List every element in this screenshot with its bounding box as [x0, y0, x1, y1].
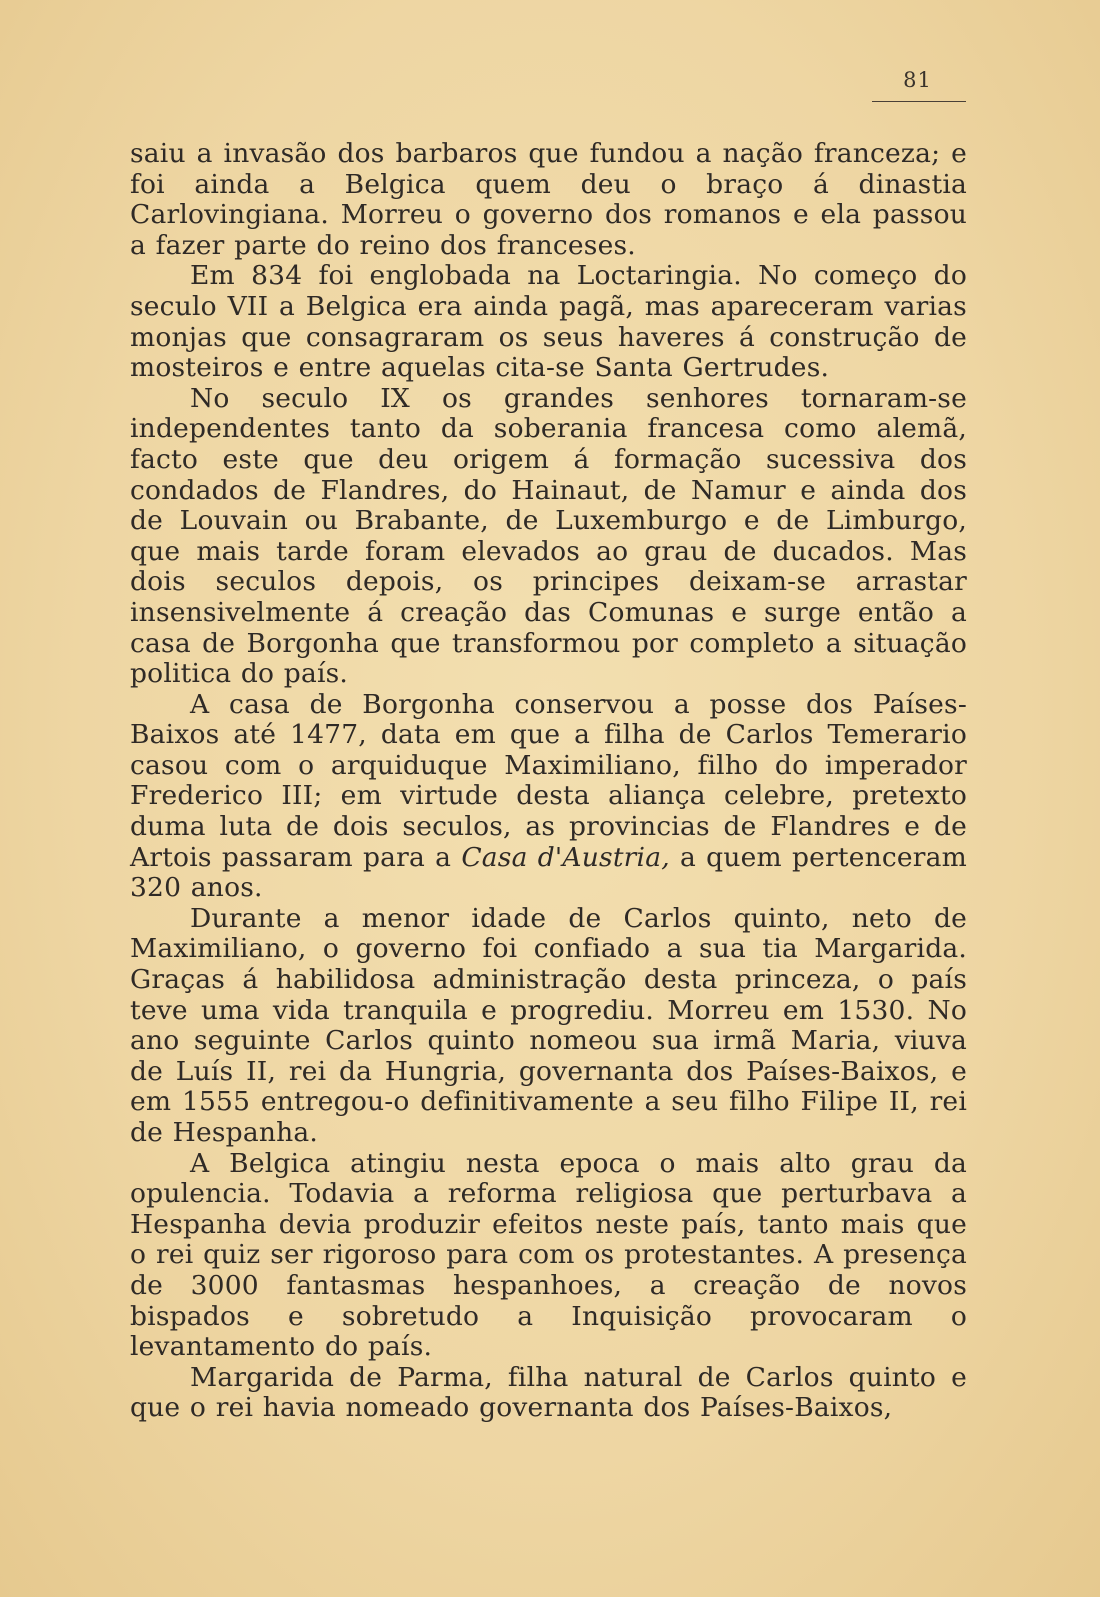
paragraph: [130, 261, 967, 383]
body-text: [130, 139, 967, 1424]
paragraph: [130, 904, 967, 1149]
text-run: A casa de Borgonha conservou a posse dos Países-Baixos até 1477, data em que a filha de Carlos Temerario casou com o arquiduque Maximiliano, filho do imperador Frederico III; em virtude desta aliança celebre, pretexto duma luta de dois seculos, as provincias de Flandres e de Artois passaram para a: [130, 688, 967, 873]
text-run: Em 834 foi englobada na Loctaringia. No começo do seculo VII a Belgica era ainda pagã, mas apareceram varias monjas que consagraram os seus haveres á construção de mosteiros e entre aquelas cita-se Santa Gertrudes.: [130, 260, 967, 384]
text-run: a quem pertenceram 320 anos.: [130, 841, 968, 904]
text-run: Durante a menor idade de Carlos quinto, neto de Maximiliano, o governo foi confiado a sua tia Margarida. Graças á habilidosa administração desta princeza, o país teve uma vida tranquila e progrediu. Morreu em 1530. No ano seguinte Carlos quinto nomeou sua irmã Maria, viuva de Luís II, rei da Hungria, governanta dos Países-Baixos, e em 1555 entregou-o definitivamente a seu filho Filipe II, rei de Hespanha.: [130, 902, 967, 1148]
paragraph: [130, 139, 967, 261]
italic-text-run: Casa d'Austria,: [461, 841, 670, 873]
text-run: saiu a invasão dos barbaros que fundou a nação franceza; e foi ainda a Belgica quem deu o braço á dinastia Carlovingiana. Morreu o governo dos romanos e ela passou a fazer parte do reino dos franceses.: [130, 138, 967, 261]
header-rule: [872, 101, 966, 102]
paragraph: [130, 384, 967, 690]
text-run: A Belgica atingiu nesta epoca o mais alto grau da opulencia. Todavia a reforma religiosa que perturbava a Hespanha devia produzir efeitos neste país, tanto mais que o rei quiz ser rigoroso para com os protestantes. A presença de 3000 fantasmas hespanhoes, a creação de novos bispados e sobretudo a Inquisição provocaram o levantamento do país.: [130, 1147, 967, 1363]
paragraph: [130, 1149, 967, 1363]
text-run: No seculo IX os grandes senhores tornaram-se independentes tanto da soberania francesa como alemã, facto este que deu origem á formação sucessiva dos condados de Flandres, do Hainaut, de Namur e ainda dos de Louvain ou Brabante, de Luxemburgo e de Limburgo, que mais tarde foram elevados ao grau de ducados. Mas dois seculos depois, os principes deixam-se arrastar insensivelmente á creação das Comunas e surge então a casa de Borgonha que transformou por completo a situação politica do país.: [130, 382, 967, 690]
paragraph: [130, 1363, 967, 1424]
text-run: Margarida de Parma, filha natural de Carlos quinto e que o rei havia nomeado governanta dos Países-Baixos,: [130, 1361, 967, 1424]
paragraph: [130, 690, 967, 904]
page-number: 81: [903, 68, 932, 92]
